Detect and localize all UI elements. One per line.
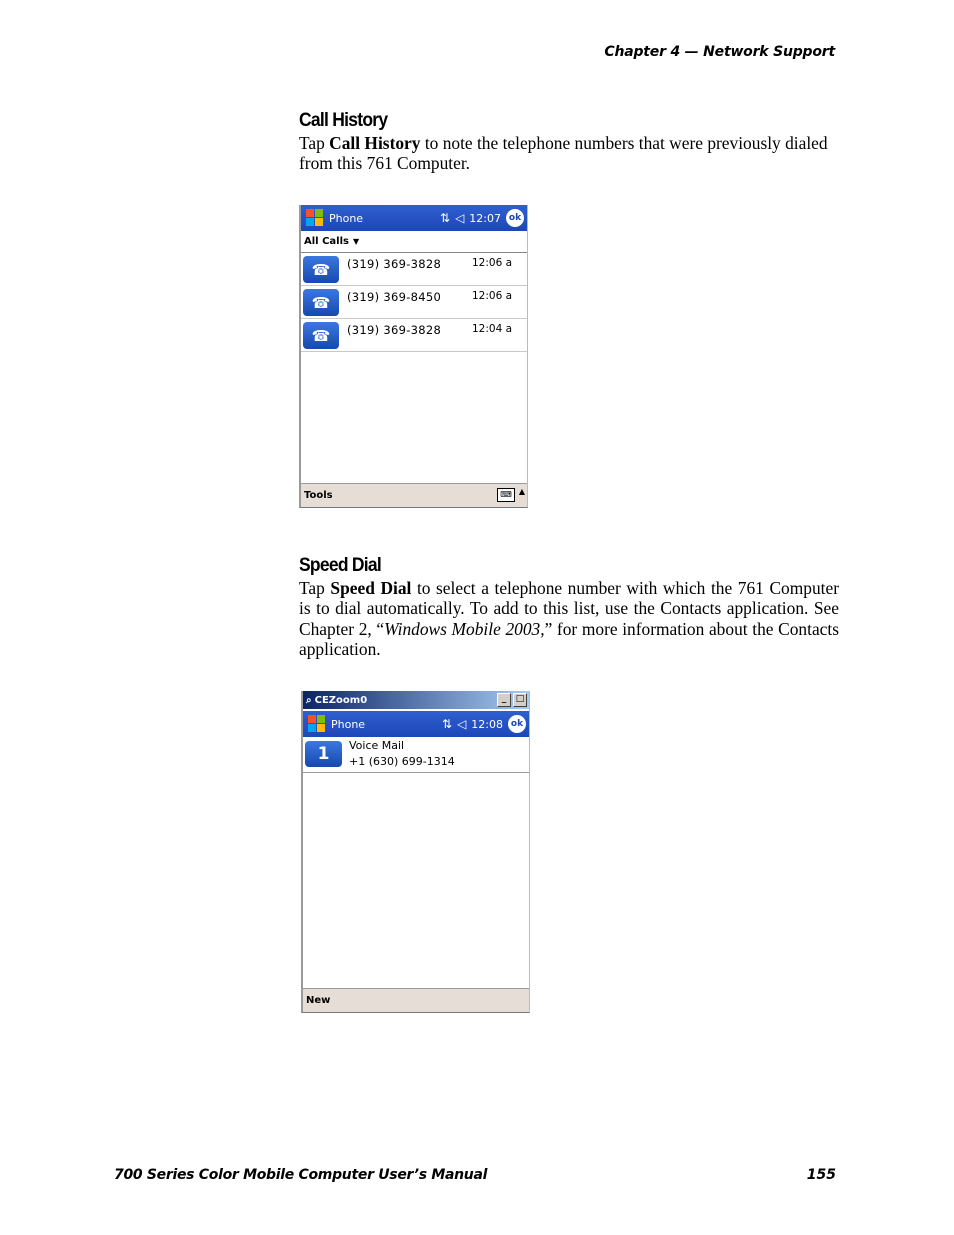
signal-icon[interactable]: ⇅ bbox=[440, 211, 451, 225]
start-menu-icon[interactable] bbox=[305, 208, 325, 228]
menu-bar bbox=[303, 988, 529, 1012]
call-history-paragraph: Tap Call History to note the telephone numbers that were previously dialed from this 761 Computer. bbox=[299, 133, 828, 174]
speed-dial-entry[interactable] bbox=[303, 738, 529, 773]
speed-dial-term: Speed Dial bbox=[330, 578, 412, 598]
outgoing-call-icon: ☎ bbox=[303, 289, 339, 316]
call-filter-dropdown[interactable] bbox=[301, 231, 527, 253]
call-time: 12:04 a bbox=[472, 323, 513, 335]
title-bar bbox=[303, 711, 529, 737]
page-number: 155 bbox=[806, 1167, 836, 1183]
app-title: Phone bbox=[331, 717, 366, 731]
manual-title: 700 Series Color Mobile Computer User’s Manual bbox=[114, 1167, 488, 1183]
ok-button[interactable]: ok bbox=[508, 715, 526, 733]
call-number: (319) 369-8450 bbox=[347, 290, 442, 304]
call-time: 12:06 a bbox=[472, 290, 513, 302]
outgoing-call-icon: ☎ bbox=[303, 256, 339, 283]
clock[interactable]: 12:07 bbox=[469, 211, 501, 225]
input-arrow-icon[interactable]: ▲ bbox=[518, 487, 525, 496]
ok-button[interactable]: ok bbox=[506, 209, 524, 227]
running-header: Chapter 4 — Network Support bbox=[604, 44, 835, 60]
start-menu-icon[interactable] bbox=[307, 714, 327, 734]
signal-icon[interactable]: ⇅ bbox=[442, 717, 453, 731]
maximize-button[interactable]: □ bbox=[513, 693, 527, 707]
outgoing-call-icon: ☎ bbox=[303, 322, 339, 349]
call-list-item[interactable] bbox=[301, 253, 527, 286]
menu-bar bbox=[301, 483, 527, 507]
speed-dial-screenshot bbox=[301, 691, 530, 1013]
call-number: (319) 369-3828 bbox=[347, 257, 442, 271]
chapter-reference: Windows Mobile 2003, bbox=[384, 618, 545, 639]
call-history-screenshot bbox=[299, 205, 528, 508]
call-list-item[interactable] bbox=[301, 319, 527, 352]
call-filter-label: All Calls bbox=[304, 236, 349, 247]
call-number: (319) 369-3828 bbox=[347, 323, 442, 337]
window-title: CEZoom0 bbox=[314, 694, 368, 706]
keyboard-icon[interactable]: ⌨ bbox=[497, 488, 515, 502]
call-history-heading: Call History bbox=[299, 110, 388, 131]
chevron-down-icon: ▼ bbox=[352, 237, 360, 246]
magnifier-icon: ⌕ bbox=[306, 694, 312, 706]
minimize-button[interactable]: _ bbox=[497, 693, 511, 707]
speed-dial-paragraph: Tap Speed Dial to select a telephone number with which the 761 Computer is to dial automatically. To add to this list, use the Contacts application. See Chapter 2, “Windows Mobile 2003,” for more information about the Contacts application. bbox=[299, 578, 840, 659]
zoom-window-title-bar bbox=[303, 691, 529, 709]
call-list-item[interactable] bbox=[301, 286, 527, 319]
new-menu[interactable]: New bbox=[306, 995, 331, 1006]
app-title: Phone bbox=[329, 211, 364, 225]
entry-name: Voice Mail bbox=[349, 739, 405, 752]
call-history-term: Call History bbox=[329, 133, 421, 153]
title-bar bbox=[301, 205, 527, 231]
volume-icon[interactable]: ◁ bbox=[455, 211, 465, 225]
tools-menu[interactable]: Tools bbox=[304, 490, 333, 501]
clock[interactable]: 12:08 bbox=[471, 717, 503, 731]
call-time: 12:06 a bbox=[472, 257, 513, 269]
entry-number: +1 (630) 699-1314 bbox=[349, 755, 455, 768]
volume-icon[interactable]: ◁ bbox=[457, 717, 467, 731]
speed-dial-slot-badge: 1 bbox=[305, 741, 342, 767]
speed-dial-heading: Speed Dial bbox=[299, 555, 382, 576]
